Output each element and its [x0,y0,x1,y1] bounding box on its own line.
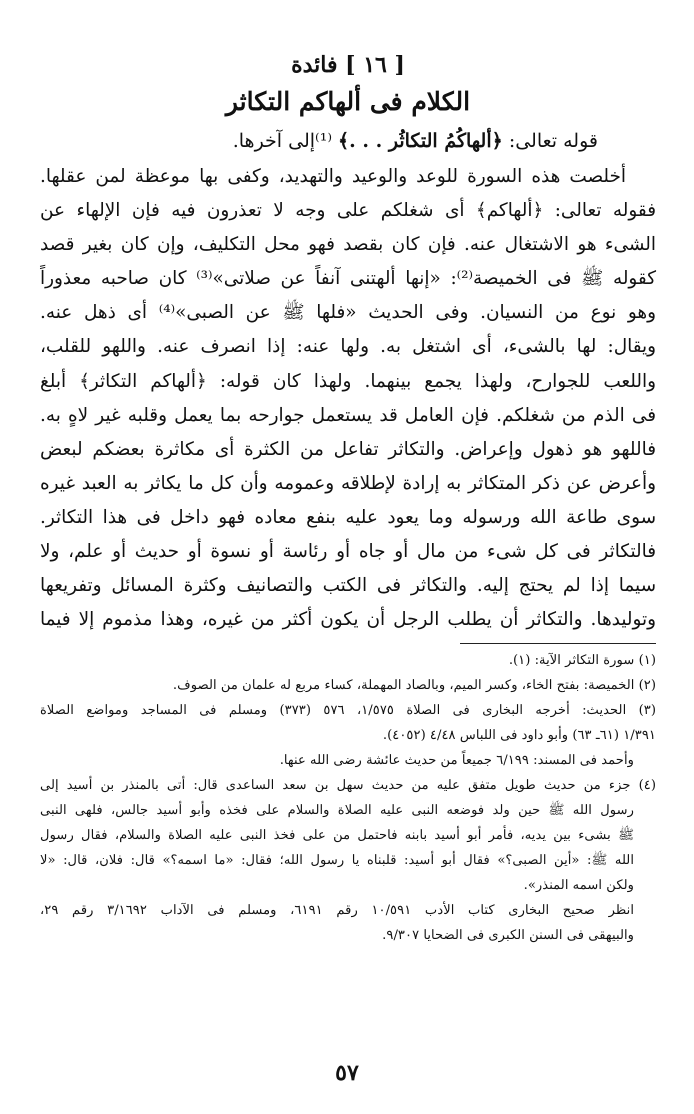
body-line: كقوله ﷺ فى الخميصة⁽²⁾: «إنها ألهتنى آنفاً عن صلاتى»⁽³⁾ كان صاحبه معذوراً [40,268,656,290]
footnote-line: (٤) جزء من حديث طويل متفق عليه من حديث سهل بن سعد الساعدى قال: أتى بالمنذر بن أسيد إلى [40,778,656,794]
body-line: أخلصت هذه السورة للوعد والوعيد والتهديد، وكفى بها موعظة لمن عقلها. [40,166,626,187]
body-line: ويقال: لها بالشىء، أى اشتغل به. ولها عنه: إذا انصرف عنه. واللهو للقلب، [40,336,656,358]
body-line: واللعب للجوارح، ولهذا يجمع بينهما. ولهذا كان قوله: ﴿ألهاكم التكاثر﴾ أبلغ [40,370,656,392]
body-line: وأعرض عن ذكر المتكاثر به إرادة لإطلاقه وعمومه وأن كل ما يكاثر به العبد غيره [40,472,656,494]
verse-text: ﴿ألهاكُمُ التكاثُر . . .﴾ [338,130,503,152]
chapter-title: الكلام فى ألهاكم التكاثر [225,87,471,116]
body-line: وتوليدها. والتكاثر أن يطلب الرجل أن يكون أكثر من غيره، وهذا مذموم إلا فيما [40,609,656,631]
verse-intro: قوله تعالى: [508,130,598,152]
body-text [40,160,656,637]
footnote-line: الله ﷺ: «أين الصبى؟» فقال أبو أسيد: قلبناه يا رسول الله؛ فقال: «ما اسمه؟» قال: فلان، قال: «لا [40,853,634,869]
body-line: سيما إذا لم يحتج إليه. والتكاثر فى الكتب والتصانيف وكثرة المسائل وتفريعها [40,575,656,597]
footnote-line: وأحمد فى المسند: ٦/١٩٩ جميعاً من حديث عائشة رضى الله عنها. [279,753,634,769]
body-line: فالتكاثر فى كل شىء من مال أو جاه أو رئاسة أو نسوة أو حديث أو علم، ولا [40,541,656,563]
footnote-line: انظر صحيح البخارى كتاب الأدب ١٠/٥٩١ رقم ٦١٩١، ومسلم فى الآداب ٣/١٦٩٢ رقم ٢٩، [40,903,634,919]
footnote-line: ١/٣٩١ (٦١ـ ٦٣) وأبو داود فى اللباس ٤/٤٨ (٤٠٥٢). [382,728,656,744]
verse-quote-line [40,124,656,158]
footnote-line: والبيهقى فى السنن الكبرى فى الضحايا ٩/٣٠٧. [382,928,634,944]
footnote-divider [460,643,656,644]
footnote-line: (١) سورة التكاثر الآية: (١). [508,653,656,669]
body-line: الشىء هو الاشتغال عنه. فإن كان بقصد فهو محل التكليف، وإن كان بغير قصد [40,234,656,256]
body-line: فقوله تعالى: ﴿ألهاكم﴾ أى شغلكم على وجه لا تعذرون فيه فإن الإلهاء عن [40,200,656,222]
section-number-heading: [ ١٦ ] فائدة [291,52,405,78]
body-line: فى الذم من شغلكم. فإن العامل قد يستعمل جوارحه بما يعمل وقلبه غير لاهٍ به. [40,404,656,426]
body-line: سوى طاعة الله ورسوله وما يعود عليه بنفع معاده فهو داخل فى هذا التكاثر. [40,506,656,528]
verse-suffix: ⁽¹⁾إلى آخرها. [232,130,332,152]
footnote-line: ﷺ بشىء بين يديه، فأمر أبو أسيد بابنه فاحتمل من على فخذ النبى عليه الصلاة والسلام، فقال رسول [40,828,634,844]
body-line: فاللهو هو ذهول وإعراض. والتكاثر تفاعل من الكثرة أى مكاثرة بعضكم لبعض [40,438,656,460]
footnote-line: (٣) الحديث: أخرجه البخارى فى الصلاة ١/٥٧٥، ٥٧٦ (٣٧٣) ومسلم فى المساجد ومواضع الصلاة [40,703,656,719]
footnote-line: ولكن اسمه المنذر». [523,878,634,894]
page-number: ٥٧ [335,1060,359,1086]
footnotes [40,648,656,948]
body-line: وهو نوع من النسيان. وفى الحديث «فلها ﷺ عن الصبى»⁽⁴⁾ أى ذهل عنه. [40,302,656,324]
footnote-line: رسول الله ﷺ حين ولد فوضعه النبى عليه الصلاة والسلام على فخذه وأبو أسيد جالس، فلهى النبى [40,803,634,819]
footnote-line: (٢) الخميصة: بفتح الخاء، وكسر الميم، وبالصاد المهملة، كساء مربع له علمان من الصوف. [172,678,656,694]
